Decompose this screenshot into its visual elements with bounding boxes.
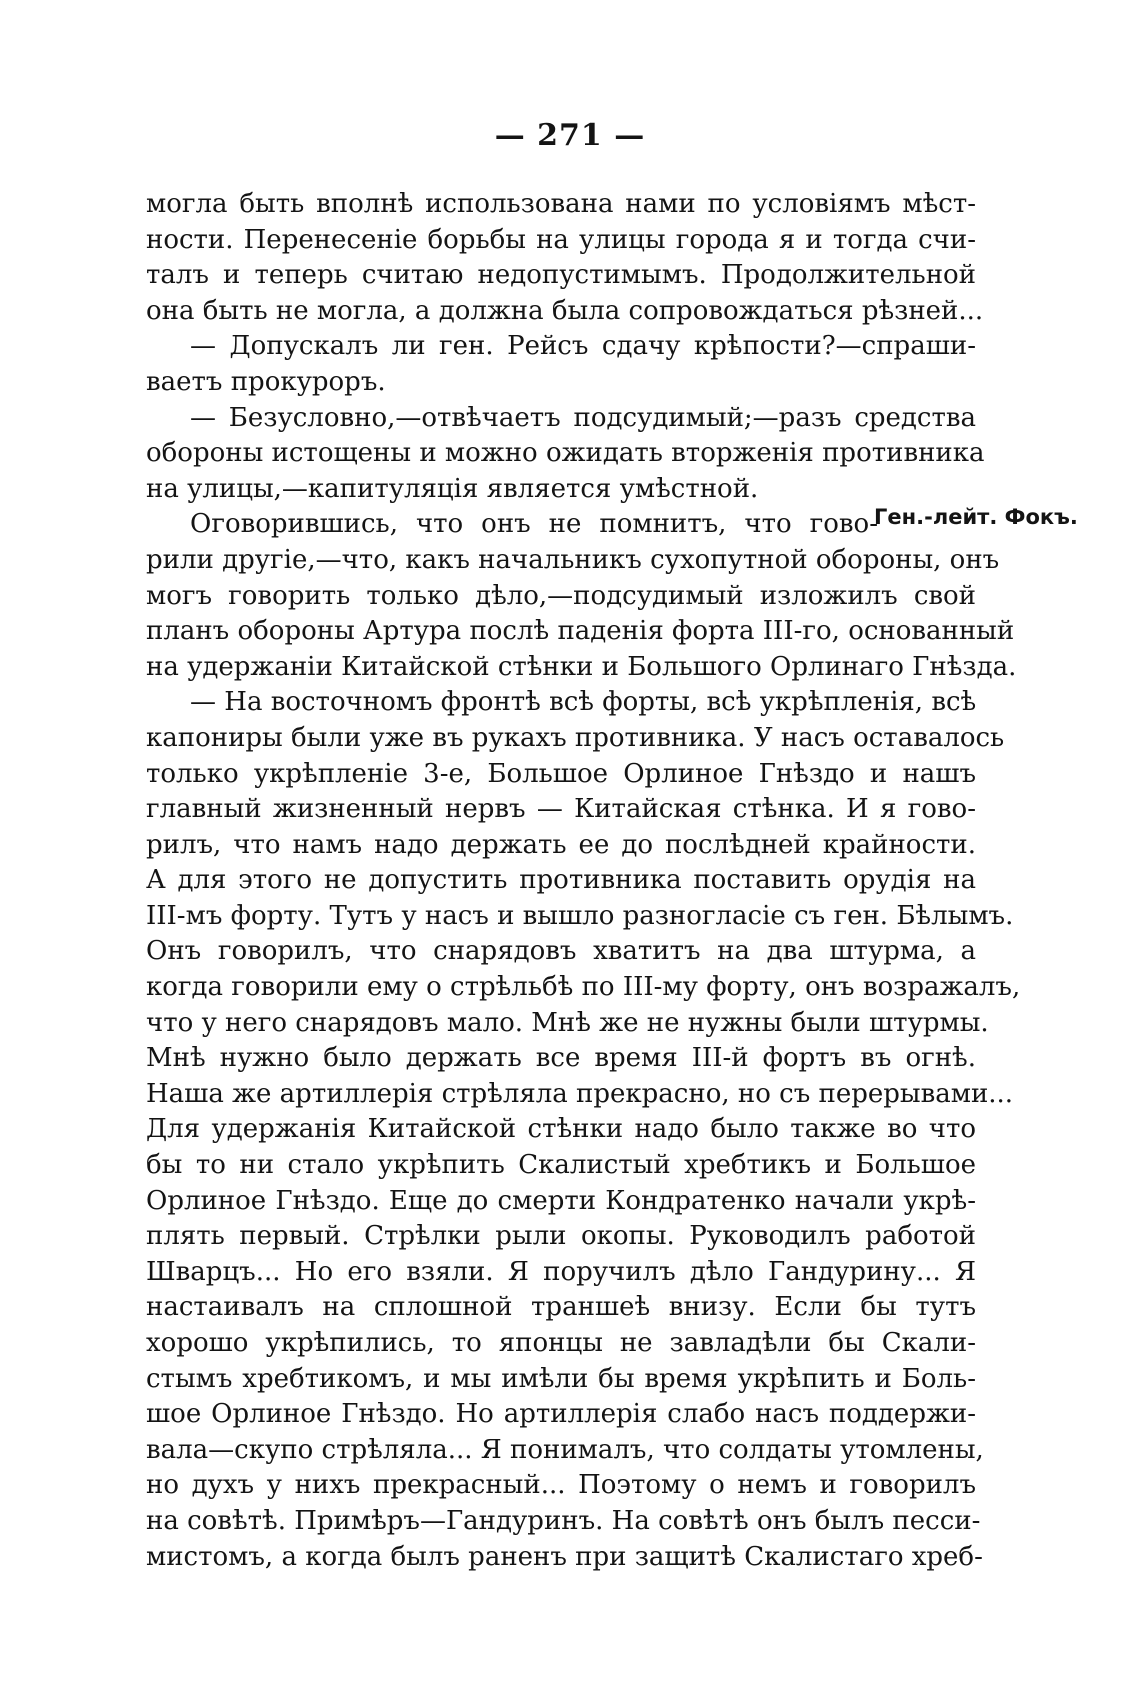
margin-note: Ген.-лейт. Фокъ. xyxy=(874,505,1078,529)
text-line: Для удержанія Китайской стѣнки надо было также во что xyxy=(146,1114,976,1145)
text-line: она быть не могла, а должна была сопровождаться рѣзней... xyxy=(146,295,984,326)
text-line: когда говорили ему о стрѣльбѣ по III-му форту, онъ возражалъ, xyxy=(146,972,1021,1003)
text-line: талъ и теперь считаю недопустимымъ. Продолжительной xyxy=(146,260,976,291)
text-line: плять первый. Стрѣлки рыли окопы. Руководилъ работой xyxy=(146,1221,976,1252)
text-line: что у него снарядовъ мало. Мнѣ же не нужны были штурмы. xyxy=(146,1007,989,1038)
text-line: хорошо укрѣпились, то японцы не завладѣли бы Скали- xyxy=(146,1328,976,1358)
text-line: но духъ у нихъ прекрасный... Поэтому о немъ и говорилъ xyxy=(146,1470,976,1501)
text-line: ваетъ прокуроръ. xyxy=(146,366,386,397)
text-line: бы то ни стало укрѣпить Скалистый хребтикъ и Большое xyxy=(146,1150,976,1181)
text-line: Мнѣ нужно было держать все время III-й фортъ въ огнѣ. xyxy=(146,1043,976,1074)
text-line: на удержаніи Китайской стѣнки и Большого Орлинаго Гнѣзда. xyxy=(146,651,1017,682)
text-line: капониры были уже въ рукахъ противника. У насъ оставалось xyxy=(146,722,1005,753)
page-number: — 271 — xyxy=(494,118,646,153)
text-line: главный жизненный нервъ — Китайская стѣнка. И я гово- xyxy=(146,794,976,825)
text-line: настаивалъ на сплошной траншеѣ внизу. Если бы тутъ xyxy=(146,1292,976,1323)
text-line: — На восточномъ фронтѣ всѣ форты, всѣ укрѣпленія, всѣ xyxy=(190,687,977,718)
text-line: вала—скупо стрѣляла... Я понималъ, что солдаты утомлены, xyxy=(146,1434,984,1465)
text-line: на улицы,—капитуляція является умѣстной. xyxy=(146,473,759,504)
text-line: на совѣтѣ. Примѣръ—Гандуринъ. На совѣтѣ онъ былъ песси- xyxy=(146,1505,981,1536)
text-line: стымъ хребтикомъ, и мы имѣли бы время укрѣпить и Боль- xyxy=(146,1363,976,1394)
text-line: шое Орлиное Гнѣздо. Но артиллерія слабо насъ поддержи- xyxy=(146,1399,976,1430)
text-line: III-мъ форту. Тутъ у насъ и вышло разногласіе съ ген. Бѣлымъ. xyxy=(146,900,1014,931)
text-line: Оговорившись, что онъ не помнитъ, что гово- xyxy=(190,509,878,540)
text-line: Шварцъ... Но его взяли. Я поручилъ дѣло Гандурину... Я xyxy=(146,1256,976,1287)
text-line: рили другіе,—что, какъ начальникъ сухопутной обороны, онъ xyxy=(146,544,1000,575)
text-line: Наша же артиллерія стрѣляла прекрасно, но съ перерывами... xyxy=(146,1078,1014,1109)
text-line: мистомъ, а когда былъ раненъ при защитѣ Скалистаго хреб- xyxy=(146,1541,983,1572)
text-line: могъ говорить только дѣло,—подсудимый изложилъ свой xyxy=(146,580,976,611)
body-text xyxy=(146,187,1021,1575)
text-line: рилъ, что намъ надо держать ее до послѣдней крайности. xyxy=(146,829,976,860)
text-line: планъ обороны Артура послѣ паденія форта III-го, основанный xyxy=(146,616,1015,647)
text-line: ности. Перенесеніе борьбы на улицы города я и тогда счи- xyxy=(146,224,976,255)
text-line: обороны истощены и можно ожидать вторженія противника xyxy=(146,438,985,469)
text-line: могла быть вполнѣ использована нами по условіямъ мѣст- xyxy=(146,189,976,219)
text-line: только укрѣпленіе 3-е, Большое Орлиное Гнѣздо и нашъ xyxy=(146,758,976,789)
text-line: А для этого не допустить противника поставить орудія на xyxy=(146,865,976,896)
text-line: — Безусловно,—отвѣчаетъ подсудимый;—разъ средства xyxy=(190,402,976,433)
text-line: Онъ говорилъ, что снарядовъ хватитъ на два штурма, а xyxy=(146,936,976,967)
text-line: — Допускалъ ли ген. Рейсъ сдачу крѣпости?—спраши- xyxy=(190,331,976,362)
text-line: Орлиное Гнѣздо. Еще до смерти Кондратенко начали укрѣ- xyxy=(146,1185,976,1216)
